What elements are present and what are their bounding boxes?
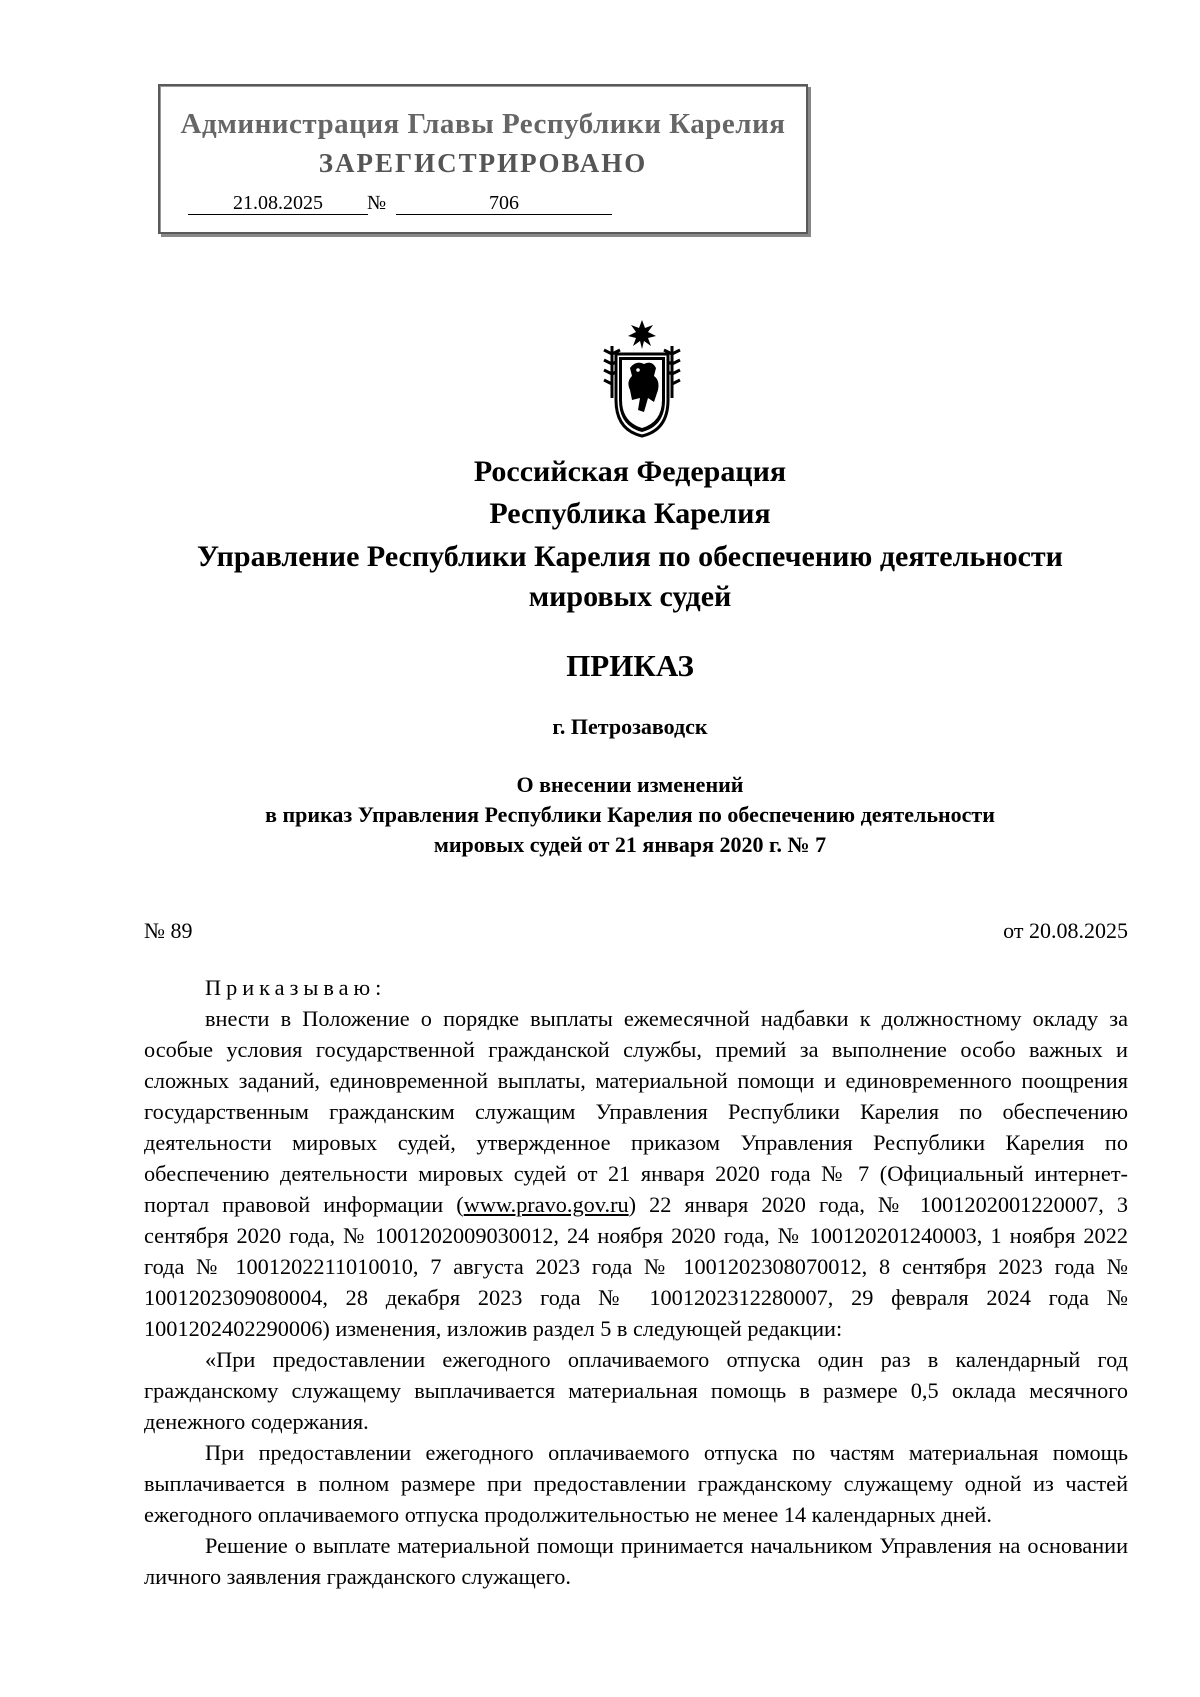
paragraph-1-part-2: ) 22 января 2020 года, № 1001202001220007, 3 сентября 2020 года, № 1001202009030012, 24 ноября 2020 года, № 100120201240003, 1 ноября 2022 года № 1001202211010010, 7 августа 2023 года № 1001202308070012, 8 сентября 2023 года № 1001202309080004, 28 декабря 2023 года № 1001202312280007, 29 февраля 2024 года № 1001202402290006) изменения, изложив раздел 5 в следующей редакции:	[144, 1192, 1129, 1341]
subject-line-2: в приказ Управления Республики Карелия по обеспечению деятельности	[265, 802, 995, 827]
paragraph-4: Решение о выплате материальной помощи принимается начальником Управления на основании личного заявления гражданского служащего.	[144, 1533, 1128, 1589]
stamp-date: 21.08.2025	[188, 192, 368, 215]
country-heading: Российская Федерация	[473, 455, 787, 488]
stamp-authority: Администрация Главы Республики Карелия	[180, 108, 786, 140]
registration-stamp	[158, 84, 808, 234]
document-body	[144, 972, 1128, 1592]
region-heading: Республика Карелия	[489, 497, 771, 530]
order-date: от 20.08.2025	[1003, 918, 1128, 943]
stamp-number-label: №	[367, 192, 387, 214]
paragraph-1-part-1: внести в Положение о порядке выплаты ежемесячной надбавки к должностному окладу за особые условия государственной гражданской службы, премий за выполнение особо важных и сложных заданий, единовременной выплаты, материальной помощи и единовременного поощрения государственным гражданским служащим Управления Республики Карелия по обеспечению деятельности мировых судей, утвержденное приказом Управления Республики Карелия по обеспечению деятельности мировых судей от 21 января 2020 года № 7 (Официальный интернет-портал правовой информации (	[144, 1006, 1128, 1217]
subject-line-3: мировых судей от 21 января 2020 г. № 7	[433, 832, 827, 857]
coat-of-arms-icon	[600, 320, 684, 438]
paragraph-2: «При предоставлении ежегодного оплачиваемого отпуска один раз в календарный год гражданскому служащему выплачивается материальная помощь в размере 0,5 оклада месячного денежного содержания.	[144, 1347, 1128, 1434]
stamp-registered: ЗАРЕГИСТРИРОВАНО	[318, 148, 648, 178]
order-number: № 89	[144, 918, 193, 943]
agency-heading: Управление Республики Карелия по обеспечению деятельности мировых судей	[197, 540, 1063, 613]
city: г. Петрозаводск	[552, 714, 708, 739]
order-word: Приказываю:	[205, 975, 387, 1000]
subject-line-1: О внесении изменений	[516, 772, 744, 797]
pravo-link[interactable]: www.pravo.gov.ru	[463, 1192, 629, 1217]
paragraph-3: При предоставлении ежегодного оплачиваемого отпуска по частям материальная помощь выплачивается в полном размере при предоставлении гражданскому служащему одной из частей ежегодного оплачиваемого отпуска продолжительностью не менее 14 календарных дней.	[144, 1440, 1128, 1527]
paragraph-1	[144, 1003, 1128, 1344]
stamp-number: 706	[396, 192, 612, 215]
document-type: ПРИКАЗ	[566, 648, 694, 683]
